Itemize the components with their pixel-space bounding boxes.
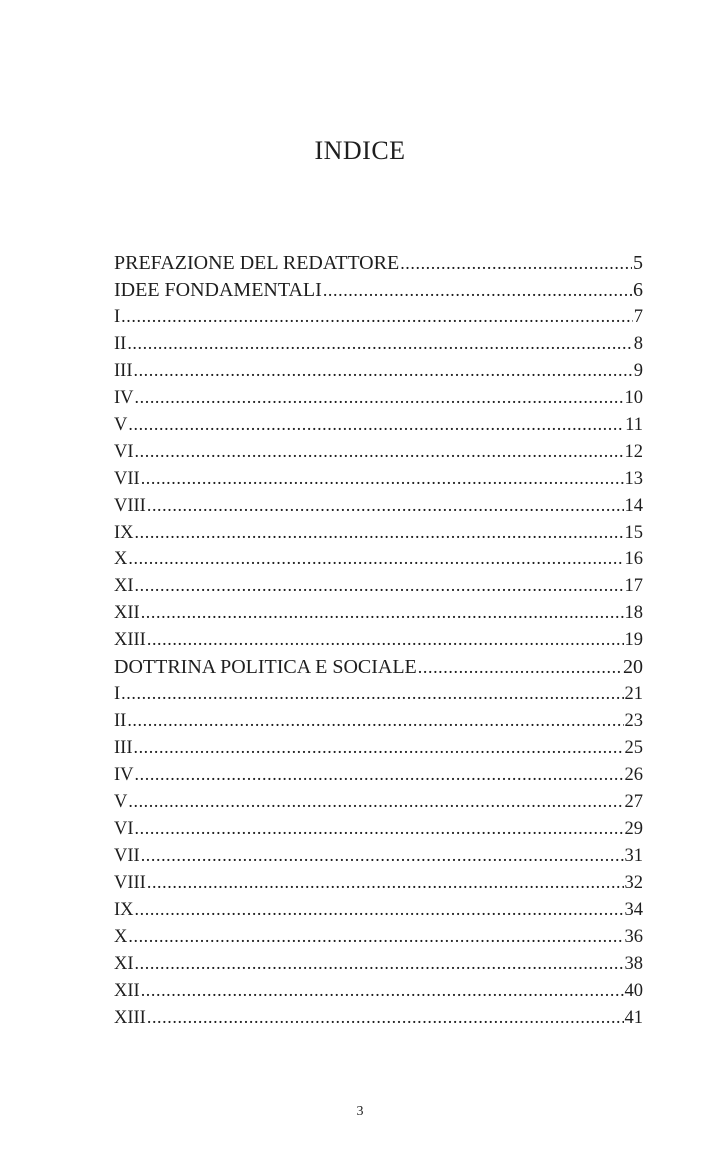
toc-entry[interactable] (114, 387, 643, 414)
toc-entry-label: VI (114, 441, 134, 462)
toc-section-entry[interactable] (114, 252, 643, 279)
toc-entry-page: 9 (633, 360, 643, 381)
toc-entry[interactable] (114, 360, 643, 387)
toc-entry-page: 11 (625, 414, 643, 435)
dot-leader (133, 737, 623, 759)
dot-leader (121, 306, 633, 328)
toc-entry[interactable] (114, 495, 643, 522)
toc-entry[interactable] (114, 683, 643, 710)
toc-entry-label: VII (114, 845, 140, 866)
toc-entry-page: 25 (624, 738, 643, 759)
page-number: 3 (356, 1104, 364, 1119)
toc-entry-page: 18 (624, 603, 643, 624)
toc-entry-page: 40 (624, 980, 643, 1001)
dot-leader (128, 791, 623, 813)
toc-entry-page: 17 (624, 576, 643, 597)
toc-entry-label: IV (114, 387, 134, 408)
toc-entry-label: PREFAZIONE DEL REDATTORE (114, 252, 400, 274)
toc-entry-label: XIII (114, 1007, 146, 1028)
dot-leader (147, 872, 624, 894)
toc-entry-label: IX (114, 522, 134, 543)
dot-leader (135, 575, 624, 597)
toc-entry[interactable] (114, 953, 643, 980)
toc-entry[interactable] (114, 764, 643, 791)
dot-leader (147, 495, 624, 517)
toc-entry[interactable] (114, 710, 643, 737)
toc-entry[interactable] (114, 791, 643, 818)
toc-entry[interactable] (114, 333, 643, 360)
toc-entry-page: 41 (624, 1007, 643, 1028)
dot-leader (128, 926, 623, 948)
toc-entry[interactable] (114, 818, 643, 845)
toc-entry[interactable] (114, 899, 643, 926)
toc-entry-page: 6 (633, 278, 643, 301)
toc-entry-label: VIII (114, 495, 146, 516)
toc-entry-label: X (114, 926, 128, 947)
toc-entry-label: II (114, 711, 127, 732)
toc-entry-page: 31 (624, 845, 643, 866)
toc-entry-page: 20 (623, 656, 643, 679)
toc-entry-page: 34 (624, 899, 643, 920)
toc-entry-label: XII (114, 980, 140, 1001)
dot-leader (135, 899, 624, 921)
toc-entry-label: III (114, 738, 133, 759)
toc-entry-page: 12 (624, 441, 643, 462)
dot-leader (128, 548, 623, 570)
dot-leader (135, 441, 624, 463)
toc-entry-page: 23 (624, 711, 643, 732)
toc-entry-label: XIII (114, 630, 146, 651)
toc-entry-label: V (114, 792, 128, 813)
toc-entry-label: IX (114, 899, 134, 920)
toc-entry[interactable] (114, 980, 643, 1007)
toc-entry[interactable] (114, 1007, 643, 1034)
dot-leader (127, 710, 623, 732)
toc-entry[interactable] (114, 872, 643, 899)
toc-entry-label: XI (114, 576, 134, 597)
toc-entry-label: II (114, 333, 127, 354)
dot-leader (141, 845, 624, 867)
toc-entry-label: DOTTRINA POLITICA E SOCIALE (114, 656, 417, 679)
toc-entry-page: 36 (624, 926, 643, 947)
page-title: INDICE (314, 136, 406, 165)
toc-entry-label: IV (114, 765, 134, 786)
dot-leader (141, 468, 624, 490)
toc-entry-page: 32 (624, 872, 643, 893)
toc-entry-page: 16 (624, 549, 643, 570)
dot-leader (141, 980, 624, 1002)
toc-entry-page: 7 (633, 306, 643, 327)
toc-entry[interactable] (114, 414, 643, 441)
toc-entry[interactable] (114, 441, 643, 468)
dot-leader (323, 279, 632, 302)
toc-entry-label: XII (114, 603, 140, 624)
dot-leader (135, 764, 624, 786)
dot-leader (135, 522, 624, 544)
toc-entry-page: 29 (624, 819, 643, 840)
toc-entry[interactable] (114, 575, 643, 602)
toc-entry[interactable] (114, 602, 643, 629)
dot-leader (147, 629, 624, 651)
dot-leader (133, 360, 632, 382)
dot-leader (121, 683, 623, 705)
dot-leader (147, 1007, 624, 1029)
toc-entry-page: 26 (624, 765, 643, 786)
toc-section-entry[interactable] (114, 279, 643, 306)
toc-entry-page: 27 (624, 792, 643, 813)
dot-leader (400, 252, 632, 275)
dot-leader (127, 333, 632, 355)
toc-entry[interactable] (114, 468, 643, 495)
toc-entry[interactable] (114, 306, 643, 333)
toc-entry-label: VI (114, 819, 134, 840)
toc-entry-page: 21 (624, 684, 643, 705)
toc-entry-label: IDEE FONDAMENTALI (114, 278, 322, 301)
dot-leader (141, 602, 624, 624)
toc-entry-page: 13 (624, 468, 643, 489)
dot-leader (135, 818, 624, 840)
toc-entry-label: I (114, 684, 121, 705)
toc-entry-label: V (114, 414, 128, 435)
dot-leader (135, 387, 624, 409)
toc-entry-page: 10 (624, 387, 643, 408)
toc-entry-label: XI (114, 953, 134, 974)
toc-entry-page: 14 (624, 495, 643, 516)
table-of-contents (114, 252, 643, 1034)
toc-entry-label: III (114, 360, 133, 381)
toc-entry[interactable] (114, 926, 643, 953)
toc-entry-label: I (114, 306, 121, 327)
toc-entry[interactable] (114, 737, 643, 764)
toc-entry-label: VII (114, 468, 140, 489)
toc-entry-page: 8 (633, 333, 643, 354)
toc-entry-label: X (114, 549, 128, 570)
toc-entry-page: 15 (624, 522, 643, 543)
toc-entry-page: 38 (624, 953, 643, 974)
dot-leader (135, 953, 624, 975)
toc-entry[interactable] (114, 845, 643, 872)
toc-entry[interactable] (114, 629, 643, 656)
toc-section-entry[interactable] (114, 656, 643, 683)
toc-entry-label: VIII (114, 872, 146, 893)
toc-entry-page: 19 (624, 630, 643, 651)
dot-leader (418, 656, 622, 679)
toc-entry-page: 5 (633, 252, 643, 274)
dot-leader (128, 414, 624, 436)
toc-entry[interactable] (114, 548, 643, 575)
toc-entry[interactable] (114, 522, 643, 549)
